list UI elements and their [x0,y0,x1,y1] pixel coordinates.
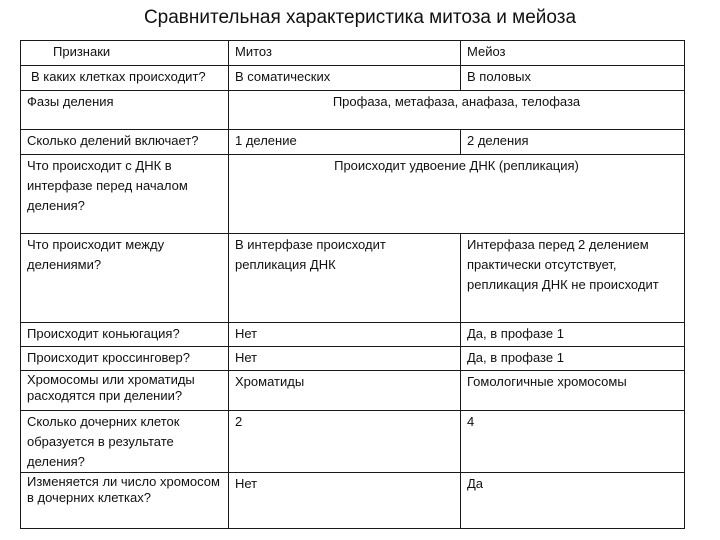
feature-cell: Изменяется ли число хромосом в дочерних клетках? [21,473,229,529]
table-row [21,323,685,347]
page-title: Сравнительная характеристика митоза и мейоза [143,7,577,28]
mitosis-cell: Нет [229,323,461,347]
table-header-row [21,41,685,66]
meiosis-cell: Да [461,473,685,529]
table-row [21,130,685,155]
header-mitosis: Митоз [229,41,461,66]
table-row [21,155,685,234]
feature-cell: В каких клетках происходит? [21,66,229,91]
header-features: Признаки [21,41,229,66]
meiosis-cell: В половых [461,66,685,91]
mitosis-cell: 1 деление [229,130,461,155]
mitosis-cell: Нет [229,473,461,529]
mitosis-cell: Нет [229,347,461,371]
table-row [21,66,685,91]
feature-cell: Что происходит между делениями? [21,234,229,323]
feature-cell: Хромосомы или хроматиды расходятся при делении? [21,371,229,411]
mitosis-cell: В интерфазе происходит репликация ДНК [229,234,461,323]
comparison-table [20,40,685,529]
feature-cell: Происходит коньюгация? [21,323,229,347]
table-row [21,234,685,323]
feature-cell: Сколько делений включает? [21,130,229,155]
feature-cell: Сколько дочерних клеток образуется в результате деления? [21,411,229,473]
feature-cell: Происходит кроссинговер? [21,347,229,371]
mitosis-cell: 2 [229,411,461,473]
merged-cell: Происходит удвоение ДНК (репликация) [229,155,685,234]
meiosis-cell: Интерфаза перед 2 делением практически отсутствует, репликация ДНК не происходит [461,234,685,323]
table-row [21,347,685,371]
feature-cell: Что происходит с ДНК в интерфазе перед началом деления? [21,155,229,234]
table-row [21,91,685,130]
meiosis-cell: Да, в профазе 1 [461,323,685,347]
feature-cell: Фазы деления [21,91,229,130]
mitosis-cell: Хроматиды [229,371,461,411]
table-row [21,371,685,411]
mitosis-cell: В соматических [229,66,461,91]
meiosis-cell: Да, в профазе 1 [461,347,685,371]
table-row [21,411,685,473]
merged-cell: Профаза, метафаза, анафаза, телофаза [229,91,685,130]
table-row [21,473,685,529]
header-meiosis: Мейоз [461,41,685,66]
meiosis-cell: 2 деления [461,130,685,155]
meiosis-cell: 4 [461,411,685,473]
meiosis-cell: Гомологичные хромосомы [461,371,685,411]
